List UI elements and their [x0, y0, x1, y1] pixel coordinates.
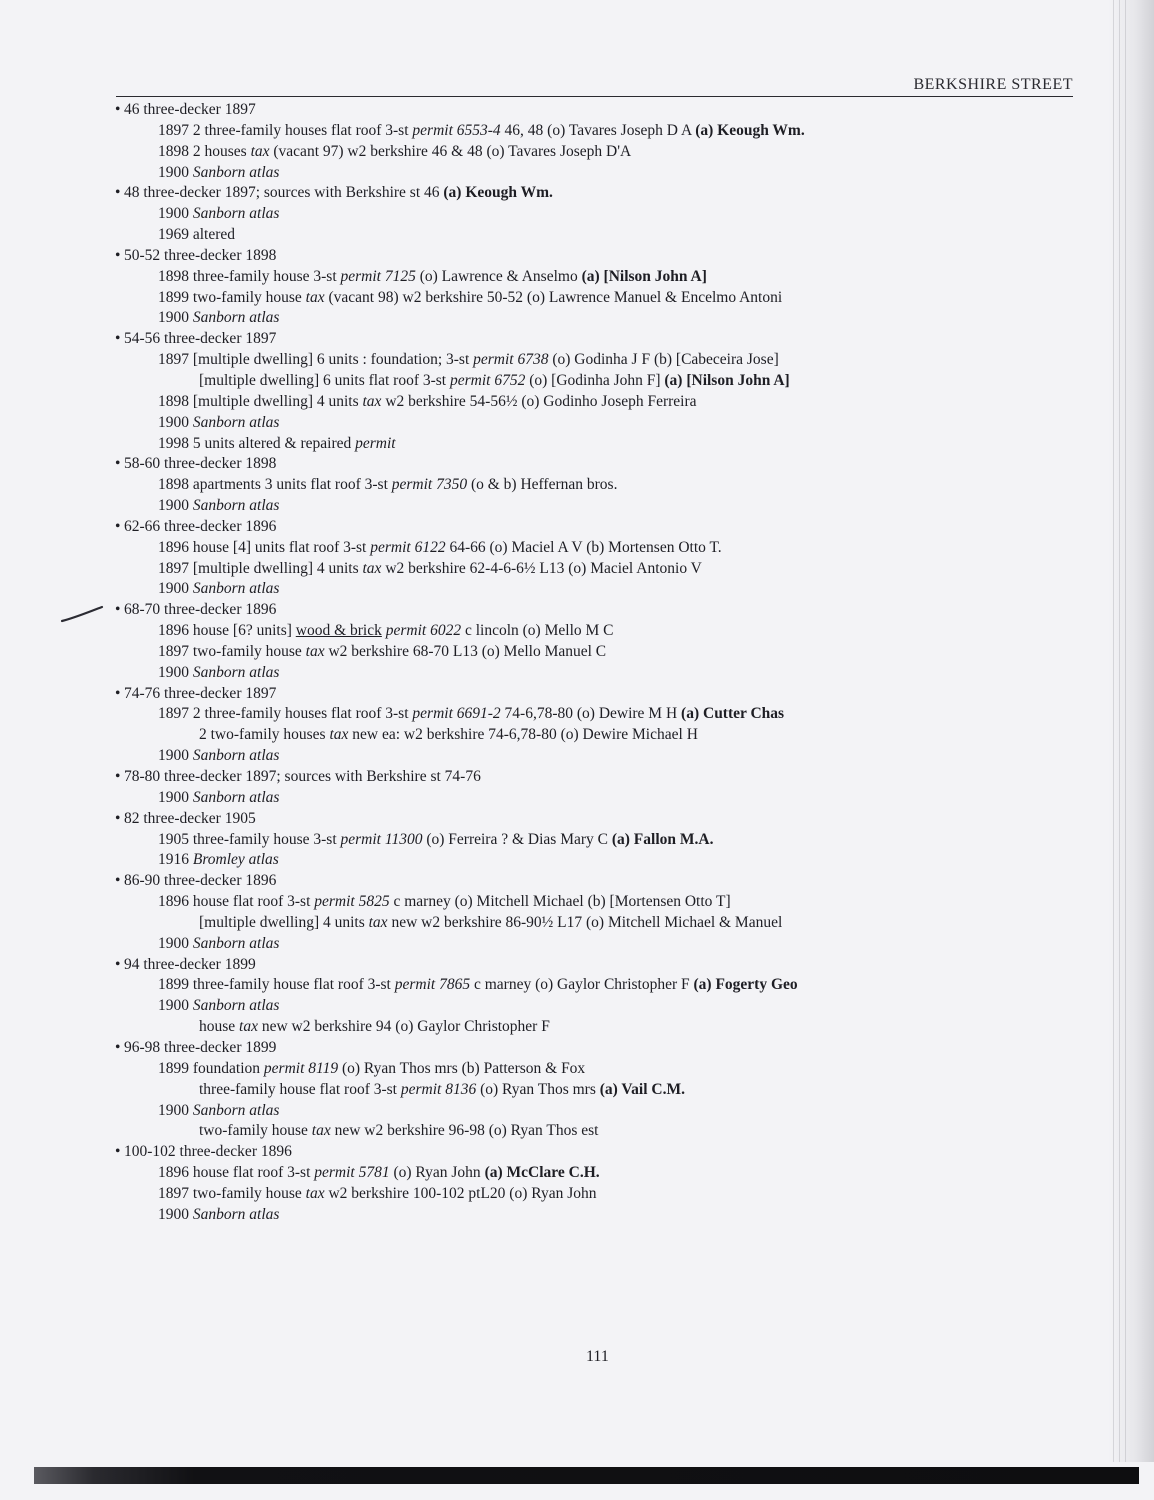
entry-line: 1897 [multiple dwelling] 6 units : foundation; 3-st permit 6738 (o) Godinha J F (b) [Cabeceira Jose] — [158, 351, 779, 369]
entry-heading — [115, 1038, 1075, 1059]
entry-title: 62-66 three-decker 1896 — [124, 517, 277, 535]
entry-line: 1969 altered — [158, 226, 236, 244]
entry-heading — [115, 955, 1075, 976]
entry-line: 1900 Sanborn atlas — [158, 497, 280, 515]
page-edge-shadow — [1108, 0, 1154, 1462]
bullet-icon: • — [115, 684, 121, 702]
entry-title: 68-70 three-decker 1896 — [124, 601, 277, 619]
entry-title: 94 three-decker 1899 — [124, 955, 256, 973]
entry-line: 1900 Sanborn atlas — [158, 788, 280, 806]
page-number: 111 — [586, 1348, 609, 1365]
bullet-icon: • — [115, 1038, 121, 1056]
entry-title: 58-60 three-decker 1898 — [124, 455, 277, 473]
entry-heading: • 48 three-decker 1897; sources with Berkshire st 46 (a) Keough Wm. — [115, 183, 1075, 204]
entry-line: 1897 two-family house tax w2 berkshire 68-70 L13 (o) Mello Manuel C — [158, 642, 607, 660]
bullet-icon: • — [115, 184, 121, 202]
entry-heading — [115, 600, 1075, 621]
entry-title: 78-80 three-decker 1897; sources with Berkshire st 74-76 — [124, 768, 481, 785]
entry-title: 74-76 three-decker 1897 — [124, 684, 277, 702]
header-title: BERKSHIRE STREET — [913, 76, 1073, 93]
entry-line: 1899 two-family house tax (vacant 98) w2 berkshire 50-52 (o) Lawrence Manuel & Encelmo Antoni — [158, 288, 783, 306]
entry-heading — [115, 809, 1075, 830]
bullet-icon: • — [115, 872, 121, 890]
entry-line: 1896 house [4] units flat roof 3-st permit 6122 64-66 (o) Maciel A V (b) Mortensen Otto T. — [158, 538, 722, 556]
entry-line: 1898 three-family house 3-st permit 7125 (o) Lawrence & Anselmo (a) [Nilson John A] — [158, 267, 707, 285]
bullet-icon: • — [115, 601, 121, 619]
entry-title: 82 three-decker 1905 — [124, 809, 256, 827]
entry-line: 1900 Sanborn atlas — [158, 663, 280, 681]
bullet-icon: • — [115, 1143, 121, 1161]
entry-line: 1900 Sanborn atlas — [158, 997, 280, 1015]
entry-heading — [115, 246, 1075, 267]
bullet-icon: • — [115, 768, 121, 785]
entry-title: 48 three-decker 1897; sources with Berkshire st 46 — [124, 184, 444, 202]
entry-line: 1896 house flat roof 3-st permit 5781 (o) Ryan John (a) McClare C.H. — [158, 1164, 600, 1182]
entry-line: 1905 three-family house 3-st permit 11300 (o) Ferreira ? & Dias Mary C (a) Fallon M.A. — [158, 830, 714, 848]
entry-title: 86-90 three-decker 1896 — [124, 872, 277, 890]
entry-line: 1896 house flat roof 3-st permit 5825 c marney (o) Mitchell Michael (b) [Mortensen Otto T] — [158, 893, 731, 911]
entry-line: 1998 5 units altered & repaired permit — [158, 434, 396, 452]
entry-line: [multiple dwelling] 6 units flat roof 3-st permit 6752 (o) [Godinha John F] (a) [Nilson John A] — [199, 371, 790, 389]
entry-heading — [115, 1142, 1075, 1163]
header-rule — [116, 96, 1073, 97]
entry-heading — [115, 454, 1075, 475]
entry-title: 54-56 three-decker 1897 — [124, 330, 277, 348]
entries-list — [115, 100, 1075, 1226]
bullet-icon: • — [115, 809, 121, 827]
entry-title: 100-102 three-decker 1896 — [124, 1143, 292, 1161]
entry-title: 96-98 three-decker 1899 — [124, 1038, 277, 1056]
entry-line: three-family house flat roof 3-st permit 8136 (o) Ryan Thos mrs (a) Vail C.M. — [199, 1080, 685, 1098]
entry-line: 1898 apartments 3 units flat roof 3-st permit 7350 (o & b) Heffernan bros. — [158, 476, 618, 494]
scan-bottom-bar — [34, 1467, 1139, 1484]
entry-line: 1900 Sanborn atlas — [158, 205, 280, 223]
bullet-icon: • — [115, 517, 121, 535]
entry-line: 1900 Sanborn atlas — [158, 1101, 280, 1119]
entry-line: 1900 Sanborn atlas — [158, 747, 280, 765]
entry-title: 50-52 three-decker 1898 — [124, 246, 277, 264]
entry-heading — [115, 329, 1075, 350]
entry-line: 1898 2 houses tax (vacant 97) w2 berkshire 46 & 48 (o) Tavares Joseph D'A — [158, 142, 632, 160]
bullet-icon: • — [115, 955, 121, 973]
entry-line: 2 two-family houses tax new ea: w2 berkshire 74-6,78-80 (o) Dewire Michael H — [199, 726, 698, 744]
entry-line: house tax new w2 berkshire 94 (o) Gaylor Christopher F — [199, 1018, 550, 1036]
entry-heading — [115, 871, 1075, 892]
entry-line: 1897 two-family house tax w2 berkshire 100-102 ptL20 (o) Ryan John — [158, 1184, 597, 1202]
entry-line: 1897 2 three-family houses flat roof 3-st permit 6691-2 74-6,78-80 (o) Dewire M H (a) Cutter Chas — [158, 705, 785, 723]
bullet-icon: • — [115, 330, 121, 348]
entry-line: 1900 Sanborn atlas — [158, 580, 280, 598]
entry-heading — [115, 517, 1075, 538]
entry-line: [multiple dwelling] 4 units tax new w2 berkshire 86-90½ L17 (o) Mitchell Michael & Manuel — [199, 913, 783, 931]
entry-heading — [115, 767, 1075, 788]
entry-line: 1900 Sanborn atlas — [158, 413, 280, 431]
entry-line: 1899 foundation permit 8119 (o) Ryan Thos mrs (b) Patterson & Fox — [158, 1059, 586, 1077]
entry-line: 1900 Sanborn atlas — [158, 1205, 280, 1223]
bullet-icon: • — [115, 101, 121, 118]
entry-line: 1900 Sanborn atlas — [158, 934, 280, 952]
entry-heading — [115, 100, 1075, 121]
entry-line: 1900 Sanborn atlas — [158, 163, 280, 181]
entry-line: 1896 house [6? units] wood & brick permit 6022 c lincoln (o) Mello M C — [158, 622, 614, 640]
entry-line: 1898 [multiple dwelling] 4 units tax w2 berkshire 54-56½ (o) Godinho Joseph Ferreira — [158, 392, 697, 410]
entry-line: 1900 Sanborn atlas — [158, 309, 280, 327]
bullet-icon: • — [115, 455, 121, 473]
entry-line: 1897 2 three-family houses flat roof 3-st permit 6553-4 46, 48 (o) Tavares Joseph D A (a) Keough Wm. — [158, 121, 805, 139]
bullet-icon: • — [115, 246, 121, 264]
entry-line: two-family house tax new w2 berkshire 96-98 (o) Ryan Thos est — [199, 1122, 599, 1140]
pen-mark-icon — [60, 604, 104, 624]
entry-line: 1897 [multiple dwelling] 4 units tax w2 berkshire 62-4-6-6½ L13 (o) Maciel Antonio V — [158, 559, 702, 577]
entry-line: 1916 Bromley atlas — [158, 851, 279, 869]
entry-title: 46 three-decker 1897 — [124, 101, 256, 118]
entry-heading — [115, 684, 1075, 705]
entry-line: 1899 three-family house flat roof 3-st permit 7865 c marney (o) Gaylor Christopher F (a) Fogerty Geo — [158, 976, 798, 994]
